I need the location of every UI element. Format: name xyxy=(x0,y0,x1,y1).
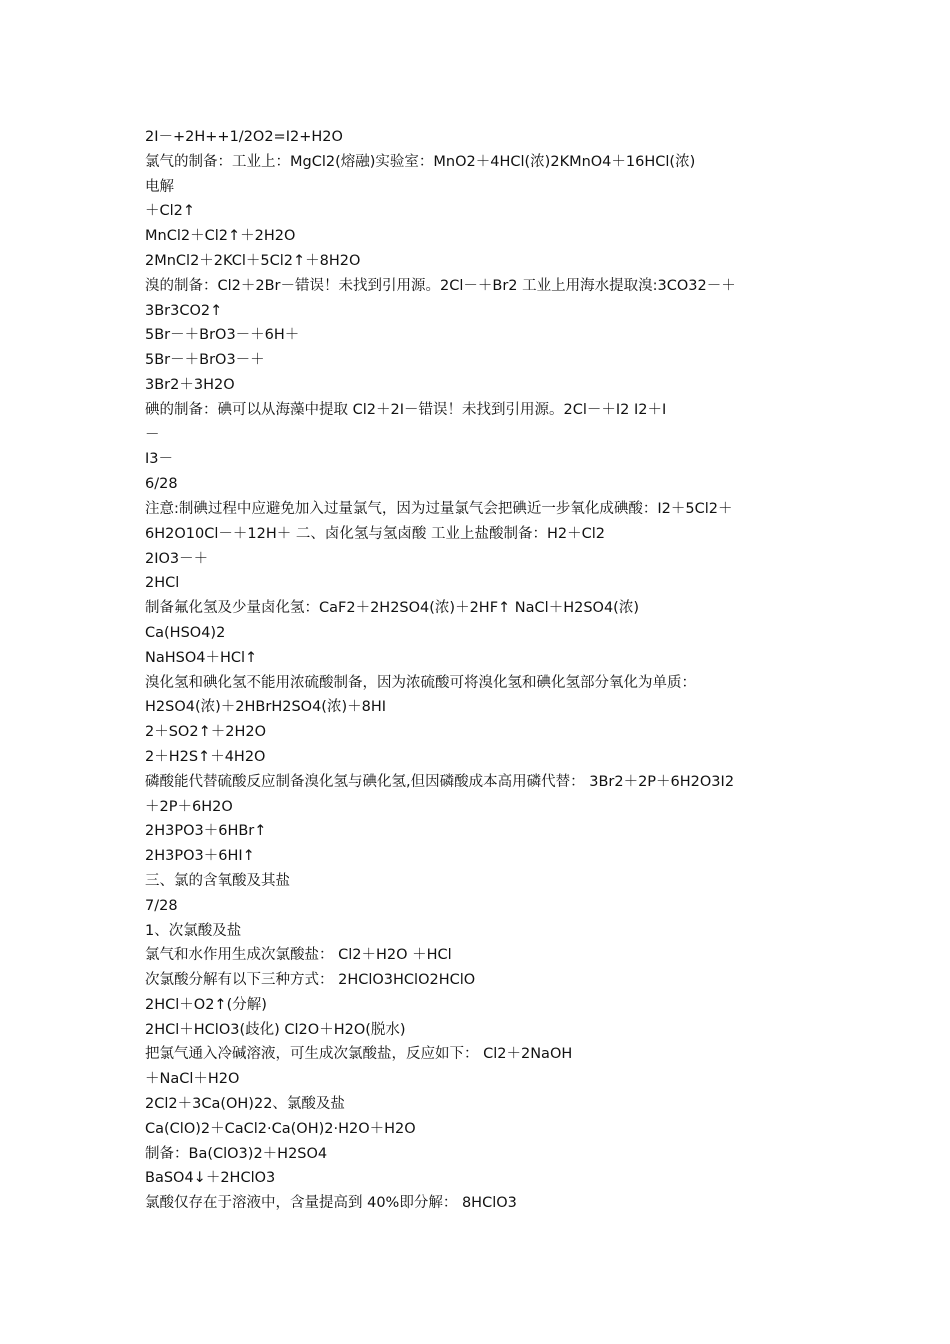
text-line: 2MnCl2＋2KCl＋5Cl2↑＋8H2O xyxy=(145,252,361,269)
page-number: 7/28 xyxy=(145,897,178,914)
text-line: I3－ xyxy=(145,451,174,468)
text-line: 碘的制备：碘可以从海藻中提取 Cl2＋2I－错误！未找到引用源。2Cl－＋I2 I2＋I xyxy=(145,401,667,418)
text-line: 制备氟化氢及少量卤化氢：CaF2＋2H2SO4(浓)＋2HF↑ NaCl＋H2SO4(浓) xyxy=(145,600,639,617)
text-line: 氯气和水作用生成次氯酸盐： Cl2＋H2O ＋HCl xyxy=(145,947,452,964)
text-line: ＋Cl2↑ xyxy=(145,203,196,220)
text-line: 2IO3－＋ xyxy=(145,550,209,567)
text-line: 5Br－＋BrO3－＋6H＋ xyxy=(145,327,300,344)
text-line: 2HCl＋HClO3(歧化) Cl2O＋H2O(脱水) xyxy=(145,1021,406,1038)
text-line: NaHSO4＋HCl↑ xyxy=(145,649,258,666)
text-line: 2I－+2H++1/2O2=I2+H2O xyxy=(145,129,343,145)
text-line: BaSO4↓＋2HClO3 xyxy=(145,1170,276,1187)
text-line: 氯酸仅存在于溶液中，含量提高到 40%即分解： 8HClO3 xyxy=(145,1195,517,1212)
text-line: 氯气的制备：工业上：MgCl2(熔融)实验室：MnO2＋4HCl(浓)2KMnO4＋16HCl(浓) xyxy=(145,153,696,170)
text-line: Ca(HSO4)2 xyxy=(145,624,226,641)
text-line: 2HCl＋O2↑(分解) xyxy=(145,996,267,1013)
text-line: 2＋SO2↑＋2H2O xyxy=(145,724,266,741)
text-line: H2SO4(浓)＋2HBrH2SO4(浓)＋8HI xyxy=(145,699,387,716)
text-line: － xyxy=(145,426,160,443)
text-line: 制备：Ba(ClO3)2＋H2SO4 xyxy=(145,1145,328,1162)
page-number: 6/28 xyxy=(145,476,178,493)
text-line: 2H3PO3＋6HI↑ xyxy=(145,848,255,865)
text-line: 2Cl2＋3Ca(OH)22、氯酸及盐 xyxy=(145,1096,345,1113)
section-heading: 三、氯的含氧酸及其盐 xyxy=(145,872,290,889)
text-line: 2HCl xyxy=(145,575,180,592)
text-line: MnCl2＋Cl2↑＋2H2O xyxy=(145,228,296,245)
text-line: 把氯气通入冷碱溶液，可生成次氯酸盐，反应如下： Cl2＋2NaOH xyxy=(145,1046,573,1063)
text-line: 溴化氢和碘化氢不能用浓硫酸制备，因为浓硫酸可将溴化氢和碘化氢部分氧化为单质： xyxy=(145,674,696,691)
text-line: 3Br3CO2↑ xyxy=(145,302,223,319)
text-line: 2＋H2S↑＋4H2O xyxy=(145,748,266,765)
text-line: ＋2P＋6H2O xyxy=(145,798,233,815)
text-line: ＋NaCl＋H2O xyxy=(145,1071,240,1088)
text-line: 电解 xyxy=(145,178,174,195)
text-line: Ca(ClO)2＋CaCl2·Ca(OH)2·H2O＋H2O xyxy=(145,1120,416,1137)
text-line: 5Br－＋BrO3－＋ xyxy=(145,352,265,369)
text-line: 次氯酸分解有以下三种方式： 2HClO3HClO2HClO xyxy=(145,972,476,989)
text-line: 注意:制碘过程中应避免加入过量氯气，因为过量氯气会把碘近一步氧化成碘酸：I2＋5Cl2＋ xyxy=(145,500,733,517)
text-line: 6H2O10Cl－＋12H＋ 二、卤化氢与氢卤酸 工业上盐酸制备：H2＋Cl2 xyxy=(145,525,605,542)
text-line: 磷酸能代替硫酸反应制备溴化氢与碘化氢,但因磷酸成本高用磷代替： 3Br2＋2P＋6H2O3I2 xyxy=(145,773,735,790)
text-line: 2H3PO3＋6HBr↑ xyxy=(145,823,267,840)
text-line: 溴的制备：Cl2＋2Br－错误！未找到引用源。2Cl－＋Br2 工业上用海水提取溴:3CO32－＋ xyxy=(145,277,736,294)
document-body xyxy=(145,125,825,1216)
text-line: 3Br2＋3H2O xyxy=(145,376,235,393)
subsection-heading: 1、次氯酸及盐 xyxy=(145,922,242,939)
